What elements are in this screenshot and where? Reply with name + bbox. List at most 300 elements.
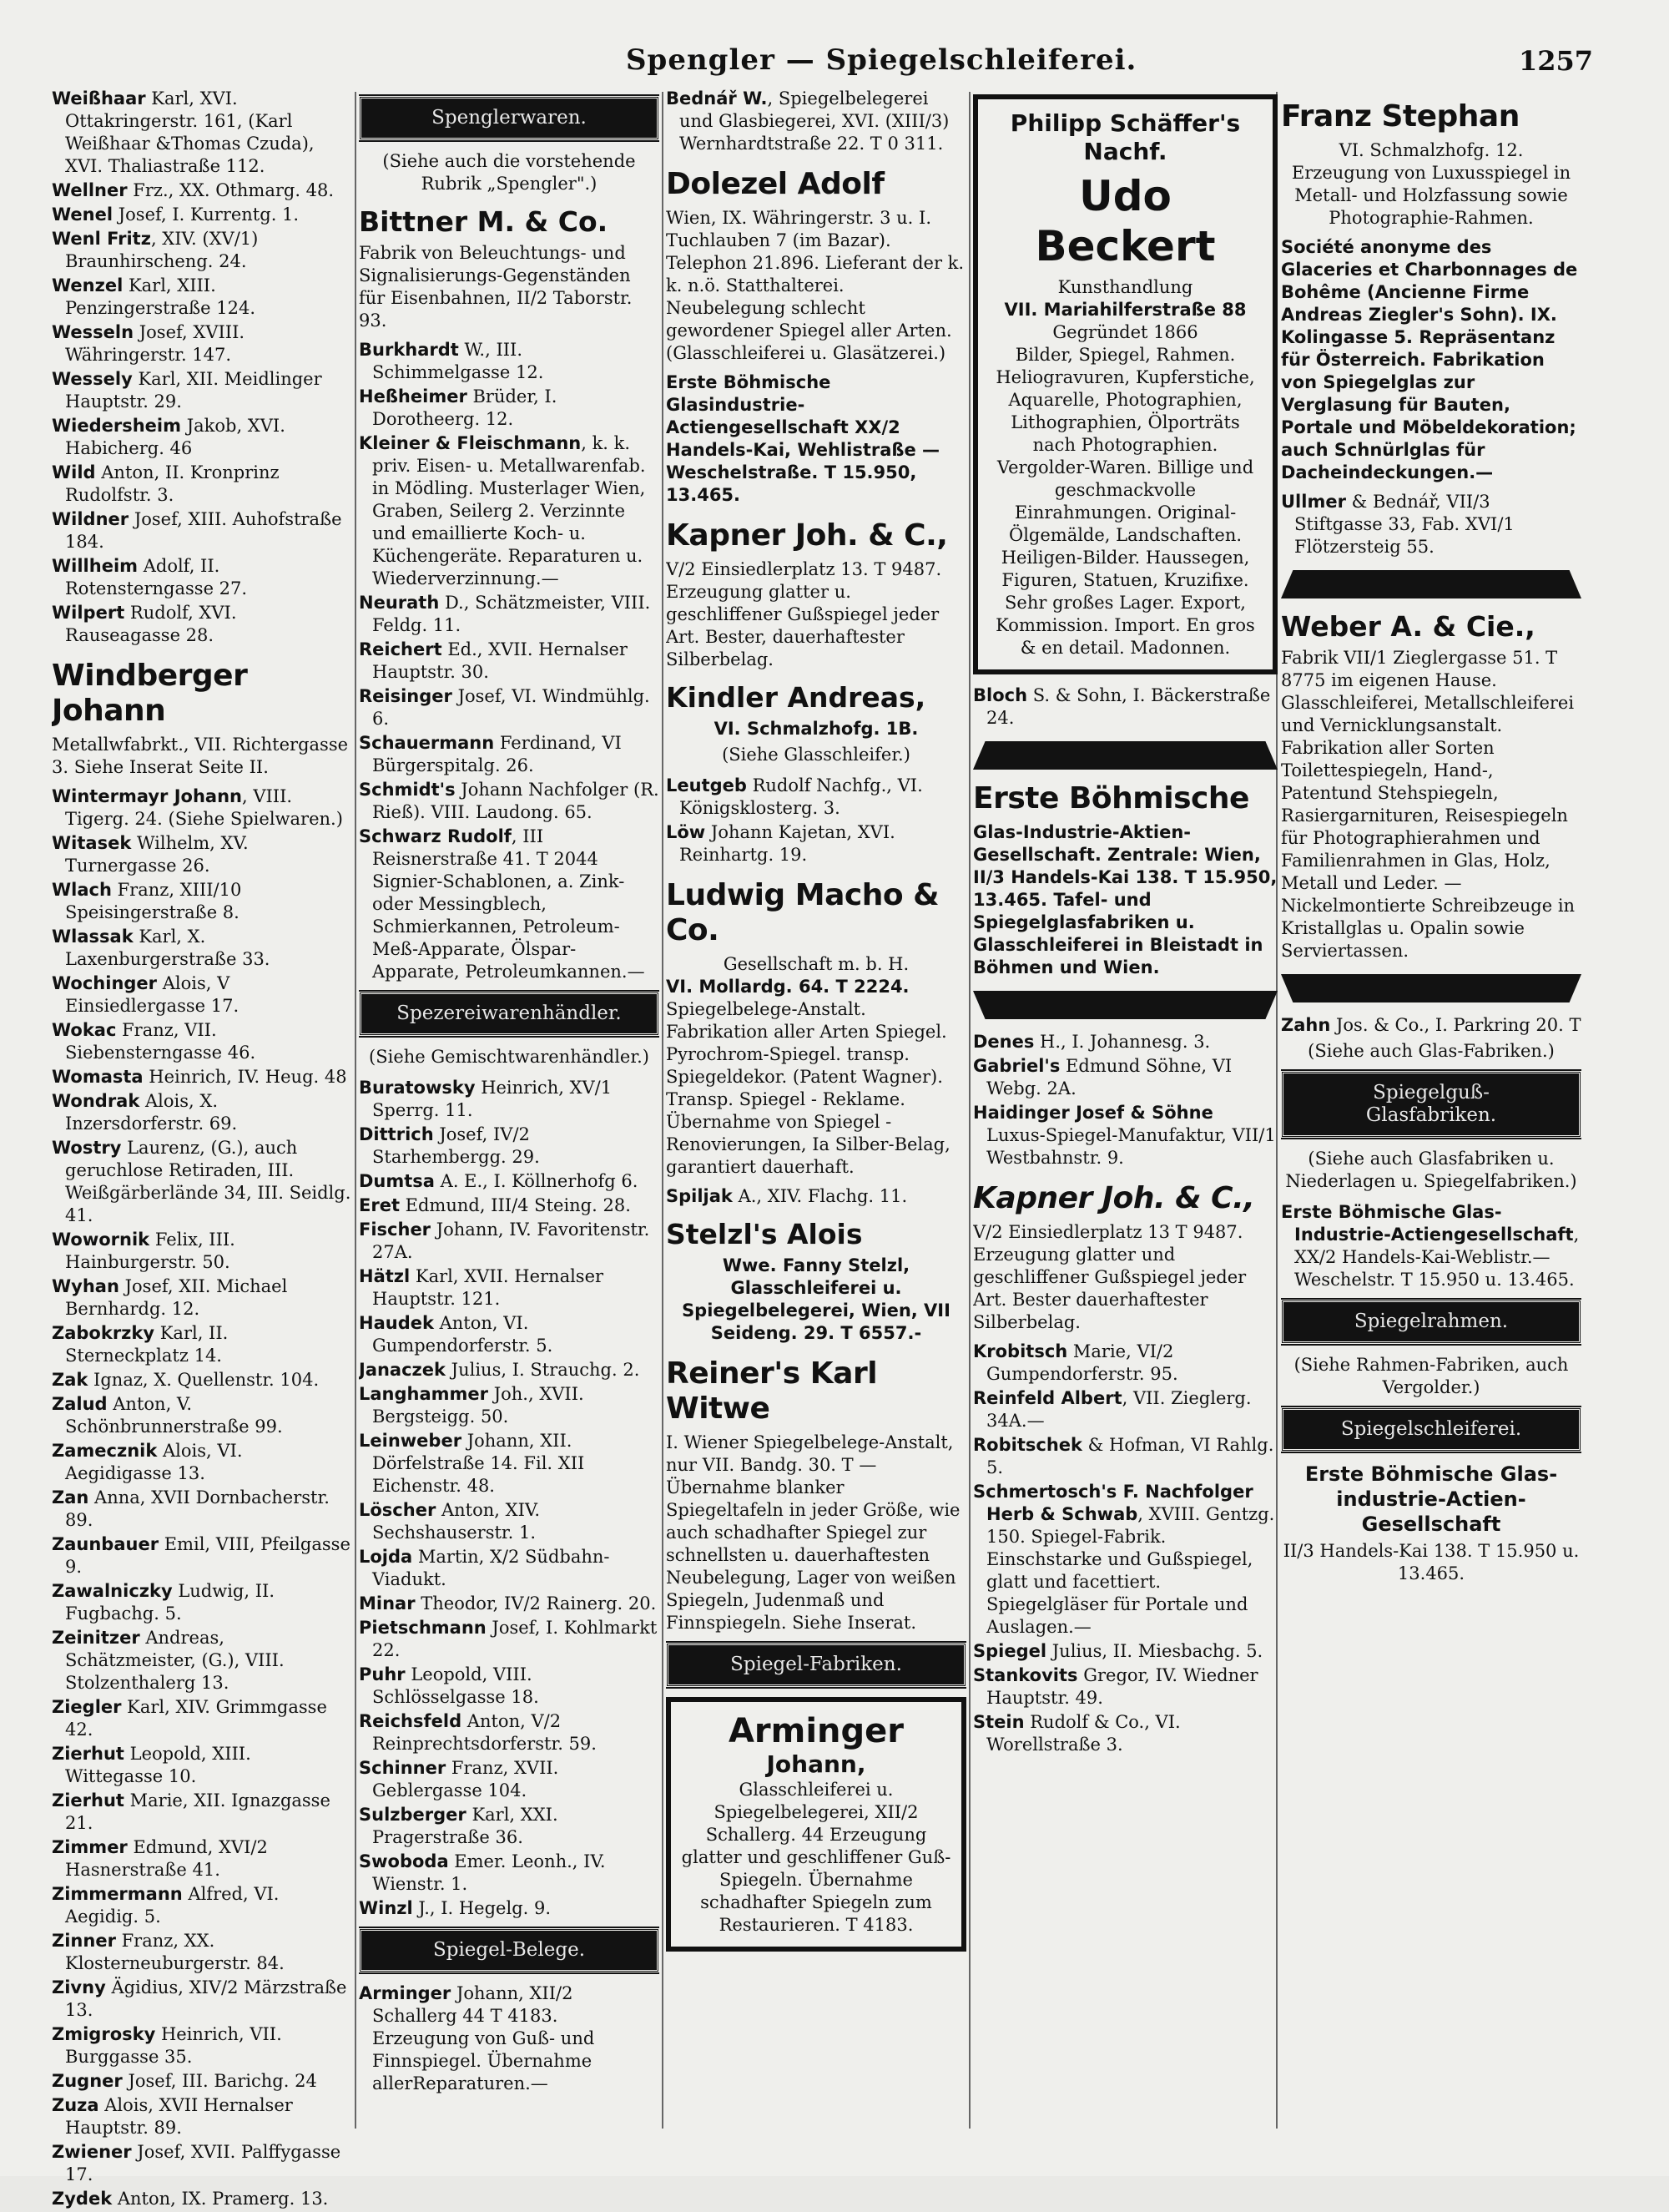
beckert-address: VII. Mariahilferstraße 88 <box>1004 300 1247 320</box>
entry-name: Zierhut <box>52 1790 124 1811</box>
list-item <box>52 1533 352 1578</box>
list-item <box>359 1804 659 1849</box>
entry-list <box>359 1077 659 1920</box>
list-item <box>359 1499 659 1544</box>
macho-ad-text: Spiegelbelege-Anstalt. Fabrikation aller Arten Spiegel. Pyrochrom-Spiegel. transp. Spiegeldekor. (Patent Wagner). Transp. Spiegel - Reklame. Übernahme von Spiegel - Renovierungen, Ia Silber-Belag, garantiert dauerhaft. <box>666 999 950 1177</box>
entry-name: Weißhaar <box>52 88 146 109</box>
list-item <box>666 775 966 820</box>
entry-text: Marie, VI/2 Gumpendorferstr. 95. <box>986 1341 1178 1384</box>
entry-name: Wlassak <box>52 927 134 947</box>
list-item <box>52 2141 352 2186</box>
entry-name: Reichert <box>359 639 442 659</box>
entry-text: Karl, X. Laxenburgerstraße 33. <box>65 927 270 969</box>
entry-name: Sulzberger <box>359 1805 466 1825</box>
entry-name: Wowornik <box>52 1230 150 1250</box>
entry-name: Erste Böhmische Glas-Industrie-Actiengesellschaft <box>1281 1202 1574 1245</box>
entry-name: Zalud <box>52 1394 108 1414</box>
entry-name: Schwarz Rudolf <box>359 826 512 846</box>
beckert-founded: Gegründet 1866 <box>1052 322 1198 342</box>
entry-text: & Hofman, VI Rahlg. 5. <box>986 1435 1274 1477</box>
arminger-text: Glasschleiferei u. Spiegelbelegerei, XII/2 Schallerg. 44 Erzeugung glatter und geschliffener Guß-Spiegeln. Übernahme schadhafter Spiegeln zum Restaurieren. T 4183. <box>681 1780 951 1935</box>
kindler-ad-address: VI. Schmalzhofg. 1B. <box>713 719 919 739</box>
entry-name: Zamecznik <box>52 1441 158 1461</box>
entry-text: , III Reisnerstraße 41. T 2044 Signier-Schablonen, a. Zink- oder Messingblech, Schmierkannen, Petroleum-Meß-Apparate, Ölspar-Apparate, Petroleumkannen.— <box>372 826 645 982</box>
list-item <box>359 779 659 824</box>
list-item <box>52 1369 352 1391</box>
entry-text: Emil, VIII, Pfeilgasse 9. <box>65 1534 350 1577</box>
entry-name: Wintermayr Johann <box>52 786 242 806</box>
glaceries-ad-text: Société anonyme des Glaceries et Charbonnages de Bohême (Ancienne Firme Andreas Ziegler's Sohn). IX. Kolingasse 5. Repräsentanz für Österreich. Fabrikation von Spiegelglas zur Verglasung für Bauten, Portale und Möbeldekoration; auch Schnürlglas für Dacheindeckungen.— <box>1281 237 1578 482</box>
entry-text: Emer. Leonh., IV. Wienstr. 1. <box>372 1851 606 1894</box>
boehmische-ad-text: Glas-Industrie-Aktien-Gesellschaft. Zentrale: Wien, II/3 Handels-Kai 138. T 15.950, 13.465. Tafel- und Spiegelglasfabriken u. Glasschleiferei in Bleistadt in Böhmen und Wien. <box>973 822 1278 977</box>
list-item <box>359 1593 659 1615</box>
list-item <box>52 179 352 202</box>
entry-text: Ägidius, XIV/2 Märzstraße 13. <box>65 1977 347 2020</box>
section-banner-spiegel-belege: Spiegel-Belege. <box>359 1928 659 1972</box>
entry-text: Karl, XII. Meidlinger Hauptstr. 29. <box>65 369 322 412</box>
entry-text: Ed., XVII. Hernalser Hauptstr. 30. <box>372 639 628 682</box>
list-item <box>359 1077 659 1122</box>
entry-text: Rudolf Nachfg., VI. Königsklosterg. 3. <box>679 775 923 818</box>
entry-name: Zimmer <box>52 1837 128 1857</box>
entry-name: Zan <box>52 1487 89 1507</box>
section-note: (Siehe auch Glas-Fabriken.) <box>1308 1041 1555 1061</box>
list-item <box>973 1481 1278 1639</box>
stelzl-ad-text: Wwe. Fanny Stelzl, Glasschleiferei u. Spiegelbelegerei, Wien, VII Seideng. 29. T 6557.- <box>682 1255 950 1343</box>
entry-text: Franz, XIII/10 Speisingerstraße 8. <box>65 880 242 922</box>
list-item <box>359 1219 659 1264</box>
list-item <box>52 555 352 600</box>
stelzl-ad-name: Stelzl's Alois <box>666 1218 863 1250</box>
entry-text: , XX/2 Handels-Kai-Weblistr.—Weschelstr. T 15.950 u. 13.465. <box>1294 1225 1580 1290</box>
list-item <box>52 926 352 971</box>
bittner-ad-text: Fabrik von Beleuchtungs- und Signalisierungs-Gegenständen für Eisenbahnen, II/2 Taborstr. 93. <box>359 243 633 331</box>
boehmische-last-name: Erste Böhmische Glas-industrie-Actien-Gesellschaft <box>1304 1462 1558 1536</box>
list-item <box>52 1836 352 1881</box>
entry-text: , VII. Zieglerg. 34A.— <box>986 1388 1252 1431</box>
list-item <box>359 432 659 590</box>
entry-text: Karl, II. Sterneckplatz 14. <box>65 1323 229 1366</box>
entry-text: Joh., XVII. Bergsteigg. 50. <box>372 1384 584 1427</box>
list-item <box>359 1897 659 1920</box>
entry-name: Zierhut <box>52 1744 124 1764</box>
list-item <box>973 1640 1278 1663</box>
entry-text: Laurenz, (G.), auch geruchlose Retiraden, III. Weißgärberlände 34, III. Seidlg. 41. <box>65 1138 351 1225</box>
entry-name: Wilpert <box>52 603 125 623</box>
list-item <box>52 1322 352 1367</box>
entry-name: Dittrich <box>359 1124 434 1144</box>
list-item <box>52 2188 352 2210</box>
entry-text: Marie, XII. Ignazgasse 21. <box>65 1790 330 1833</box>
entry-name: Zimmermann <box>52 1884 183 1904</box>
entry-text: Franz, XX. Klosterneuburgerstr. 84. <box>65 1931 285 1973</box>
entry-text: Luxus-Spiegel-Manufaktur, VII/1 Westbahnstr. 9. <box>986 1125 1276 1168</box>
windberger-ad-text: Metallwfabrkt., VII. Richtergasse 3. Siehe Inserat Seite II. <box>52 735 349 777</box>
list-item <box>359 1710 659 1755</box>
entry-name: Krobitsch <box>973 1341 1068 1361</box>
entry-text: Alois, V Einsiedlergasse 17. <box>65 973 240 1016</box>
entry-name: Wildner <box>52 509 129 529</box>
entry-text: Josef, I. Kohlmarkt 22. <box>372 1618 658 1660</box>
list-item <box>973 1102 1278 1169</box>
entry-name: Lojda <box>359 1547 413 1567</box>
list-item <box>52 228 352 273</box>
entry-name: Burkhardt <box>359 340 459 360</box>
list-item <box>666 821 966 866</box>
entry-text: Brüder, I. Dorotheerg. 12. <box>372 386 557 429</box>
entry-text: Gregor, IV. Wiedner Hauptstr. 49. <box>986 1665 1258 1708</box>
entry-text: A., XIV. Flachg. 11. <box>732 1186 908 1206</box>
entry-name: Wellner <box>52 180 128 200</box>
windberger-ad-name: Windberger Johann <box>52 659 248 728</box>
entry-text: A. E., I. Köllnerhofg 6. <box>434 1171 638 1191</box>
entry-text: Josef, III. Barichg. 24 <box>122 2071 317 2091</box>
entry-name: Wiedersheim <box>52 416 182 436</box>
entry-text: Edmund, XVI/2 Hasnerstraße 41. <box>65 1837 268 1880</box>
entry-name: Stein <box>973 1712 1025 1732</box>
list-item <box>52 508 352 553</box>
entry-name: Kleiner & Fleischmann <box>359 433 582 453</box>
page-number: 1257 <box>1519 45 1594 77</box>
kapner-ad-text: V/2 Einsiedlerplatz 13. T 9487. Erzeugung glatter u. geschliffener Gußspiegel jeder Art. Bester, dauerhaftester Silberbelag. <box>666 559 942 669</box>
list-item <box>52 321 352 366</box>
entry-text: Rudolf & Co., VI. Worellstraße 3. <box>986 1712 1181 1755</box>
entry-name: Zawalniczky <box>52 1581 173 1601</box>
list-item <box>359 1851 659 1896</box>
entry-text: Josef, XIII. Auhofstraße 184. <box>65 509 342 552</box>
entry-name: Hätzl <box>359 1266 411 1286</box>
page-header <box>0 40 1669 90</box>
entry-text: Josef, XVII. Palffygasse 17. <box>65 2142 341 2184</box>
entry-text: , XIV. (XV/1) Braunhirscheng. 24. <box>65 229 259 271</box>
entry-name: Wessely <box>52 369 133 389</box>
entry-text: H., I. Johannesg. 3. <box>1034 1032 1211 1052</box>
entry-name: Wesseln <box>52 322 134 342</box>
entry-name: Zmigrosky <box>52 2024 156 2044</box>
entry-name: Zydek <box>52 2189 113 2209</box>
list-item <box>359 1124 659 1169</box>
entry-name: Zak <box>52 1370 88 1390</box>
entry-text: Johann Kajetan, XVI. Reinhartg. 19. <box>679 822 895 865</box>
list-item <box>52 1393 352 1438</box>
entry-text: Ignaz, X. Quellenstr. 104. <box>88 1370 320 1390</box>
entry-text: Andreas, Schätzmeister, (G.), VIII. Stolzenthalerg 13. <box>65 1628 285 1693</box>
entry-name: Swoboda <box>359 1851 449 1871</box>
dolezel-ad-text: Wien, IX. Währingerstr. 3 u. I. Tuchlauben 7 (im Bazar). Telephon 21.896. Lieferant der k. k. n.ö. Statthalterei. Neubelegung schlecht gewordener Spiegel aller Arten. (Glasschleiferei u. Glasätzerei.) <box>666 208 965 363</box>
entry-name: Bednář W. <box>666 88 768 109</box>
entry-name: Pietschmann <box>359 1618 487 1638</box>
column-2 <box>359 88 659 2097</box>
entry-name: Stankovits <box>973 1665 1078 1685</box>
entry-text: Edmund, III/4 Steing. 28. <box>399 1195 631 1215</box>
entry-text: Johann, XII. Dörfelstraße 14. Fil. XII Eichenstr. 48. <box>372 1431 585 1496</box>
entry-text: Josef, XII. Michael Bernhardg. 12. <box>65 1276 288 1319</box>
entry-text: Ferdinand, VI Bürgerspitalg. 26. <box>372 733 622 775</box>
entry-name: Wochinger <box>52 973 158 993</box>
list-item <box>52 1019 352 1064</box>
entry-list <box>973 1031 1278 1169</box>
entry-text: Anton, II. Kronprinz Rudolfstr. 3. <box>65 462 280 505</box>
entry-name: Witasek <box>52 833 132 853</box>
list-item <box>973 1341 1278 1386</box>
list-item <box>359 1982 659 2095</box>
list-item <box>359 732 659 777</box>
entry-text: Anton, VI. Gumpendorferstr. 5. <box>372 1313 553 1356</box>
list-item <box>52 2023 352 2068</box>
entry-text: D., Schätzmeister, VIII. Feldg. 11. <box>372 593 651 635</box>
entry-name: Zahn <box>1281 1015 1331 1035</box>
arminger-box-ad <box>666 1697 966 1952</box>
list-item <box>359 1664 659 1709</box>
list-item <box>52 1743 352 1788</box>
entry-name: Haidinger Josef & Söhne <box>973 1103 1213 1123</box>
entry-name: Reisinger <box>359 686 452 706</box>
entry-text: Frz., XX. Othmarg. 48. <box>127 180 335 200</box>
beckert-sub: Kunsthandlung <box>1057 277 1193 297</box>
entry-text: Josef, XVIII. Währingerstr. 147. <box>65 322 245 365</box>
decorative-bar <box>1281 974 1581 1002</box>
entry-name: Eret <box>359 1195 400 1215</box>
decorative-bar <box>973 741 1278 770</box>
entry-text: , VIII. Tigerg. 24. (Siehe Spielwaren.) <box>65 786 343 829</box>
list-item <box>359 1617 659 1662</box>
entry-name: Zinner <box>52 1931 116 1951</box>
section-note: (Siehe auch Glasfabriken u. Niederlagen u. Spiegelfabriken.) <box>1285 1149 1577 1191</box>
list-item <box>359 339 659 384</box>
list-item <box>359 1265 659 1311</box>
entry-text: Jakob, XVI. Habicherg. 46 <box>65 416 285 458</box>
list-item <box>359 685 659 730</box>
list-item <box>52 1883 352 1928</box>
entry-text: , Spiegelbelegerei und Glasbiegerei, XVI. (XIII/3) Wernhardtstraße 22. T 0 311. <box>679 88 950 154</box>
list-item <box>359 826 659 983</box>
list-item <box>52 2070 352 2093</box>
decorative-bar <box>1281 570 1581 598</box>
entry-name: Zeinitzer <box>52 1628 140 1648</box>
entry-text: Josef, VI. Windmühlg. 6. <box>372 686 650 729</box>
banner-line: Spiegelguß- <box>1373 1082 1490 1103</box>
list-item <box>52 88 352 178</box>
dolezel-ad-name: Dolezel Adolf <box>666 167 885 201</box>
entry-text: Leopold, XIII. Wittegasse 10. <box>65 1744 251 1786</box>
stephan-ad-name: Franz Stephan <box>1281 99 1520 134</box>
entry-name: Schauermann <box>359 733 495 753</box>
entry-list <box>52 88 352 647</box>
stephan-ad-text: Erzeugung von Luxusspiegel in Metall- und Holzfassung sowie Photographie-Rahmen. <box>1291 163 1571 228</box>
entry-text: Josef, IV/2 Starhembergg. 29. <box>372 1124 540 1167</box>
entry-name: Wondrak <box>52 1091 140 1111</box>
entry-text: Anton, XIV. Sechshauserstr. 1. <box>372 1500 541 1543</box>
entry-text: Franz, XVII. Geblergasse 104. <box>372 1758 559 1800</box>
column-1 <box>52 88 352 2212</box>
column-3 <box>666 88 966 1962</box>
arminger-name: Arminger <box>728 1712 905 1750</box>
section-banner-spiegelschleiferei: Spiegelschleiferei. <box>1281 1407 1581 1452</box>
entry-name: Löw <box>666 822 706 842</box>
entry-text: Julius, I. Strauchg. 2. <box>446 1360 640 1380</box>
beckert-text: Bilder, Spiegel, Rahmen. Heliogravuren, Kupferstiche, Aquarelle, Photographien, Lithographien, Ölporträts nach Photographien. Vergolder-Waren. Billige und geschmackvolle Einrahmungen. Original-Ölgemälde, Landschaften. Heiligen-Bilder. Haussegen, Figuren, Statuen, Kruzifixe. Sehr großes Lager. Export, Kommission. Import. En gros & en detail. Madonnen. <box>996 345 1255 658</box>
list-item <box>666 1185 966 1208</box>
entry-text: Johann, IV. Favoritenstr. 27A. <box>372 1220 650 1262</box>
entry-name: Neurath <box>359 593 440 613</box>
entry-text: & Bednář, VII/3 Stiftgasse 33, Fab. XVI/1 Flötzersteig 55. <box>1294 492 1515 557</box>
page-title: Spengler — Spiegelschleiferei. <box>626 43 1137 77</box>
entry-text: Jos. & Co., I. Parkring 20. T <box>1330 1015 1581 1035</box>
section-banner-spezereiwaren: Spezereiwarenhändler. <box>359 992 659 1036</box>
entry-text: Heinrich, IV. Heug. 48 <box>143 1067 347 1087</box>
bittner-ad-name: Bittner M. & Co. <box>359 205 608 238</box>
boehmische-ad-name: Erste Böhmische <box>973 781 1249 816</box>
list-item <box>52 1440 352 1485</box>
banner-line: Glasfabriken. <box>1365 1104 1497 1126</box>
entry-name: Bloch <box>973 685 1028 705</box>
list-item <box>1281 1014 1581 1037</box>
boehmische-last-text: II/3 Handels-Kai 138. T 15.950 u. 13.465. <box>1283 1541 1580 1583</box>
entry-name: Zuza <box>52 2095 99 2115</box>
entry-text: Franz, VII. Siebensterngasse 46. <box>65 1020 256 1063</box>
list-item <box>359 1757 659 1802</box>
entry-name: Schinner <box>359 1758 446 1778</box>
entry-name: Puhr <box>359 1664 406 1684</box>
entry-text: Alois, VI. Aegidigasse 13. <box>65 1441 243 1483</box>
entry-name: Heßheimer <box>359 386 467 407</box>
entry-text: Edmund Söhne, VI Webg. 2A. <box>986 1056 1233 1098</box>
arminger-firstname: Johann, <box>766 1750 866 1778</box>
entry-text: Johann, XII/2 Schallerg 44 T 4183. Erzeugung von Guß- und Finnspiegel. Übernahme allerReparaturen.— <box>372 1983 595 2093</box>
list-item <box>973 1387 1278 1432</box>
list-item <box>359 1359 659 1381</box>
list-item <box>52 1977 352 2022</box>
section-banner-spiegelguss <box>1281 1071 1581 1138</box>
list-item <box>52 415 352 460</box>
beckert-firm: Philipp Schäffer's Nachf. <box>1010 109 1241 165</box>
entry-name: Willheim <box>52 556 139 576</box>
entry-list <box>666 775 966 866</box>
entry-text: Anton, V. Schönbrunnerstraße 99. <box>65 1394 283 1437</box>
list-item <box>359 1383 659 1428</box>
entry-text: W., III. Schimmelgasse 12. <box>372 340 544 382</box>
macho-ad-name: Ludwig Macho & Co. <box>666 878 939 947</box>
entry-name: Reichsfeld <box>359 1711 462 1731</box>
list-item <box>52 1137 352 1227</box>
section-banner-spiegelrahmen: Spiegelrahmen. <box>1281 1300 1581 1344</box>
entry-name: Denes <box>973 1032 1035 1052</box>
entry-name: Wyhan <box>52 1276 119 1296</box>
entry-text: Karl, XXI. Pragerstraße 36. <box>372 1805 558 1847</box>
entry-name: Wenl Fritz <box>52 229 151 249</box>
entry-name: Schmidt's <box>359 780 456 800</box>
entry-name: Womasta <box>52 1067 144 1087</box>
list-item <box>52 204 352 226</box>
list-item <box>52 832 352 877</box>
entry-name: Dumtsa <box>359 1171 435 1191</box>
entry-text: Heinrich, VII. Burggasse 35. <box>65 2024 282 2067</box>
column-divider <box>662 92 663 2129</box>
entry-name: Wokac <box>52 1020 117 1040</box>
list-item <box>52 368 352 413</box>
entry-name: Robitschek <box>973 1435 1082 1455</box>
list-item <box>52 1229 352 1274</box>
entry-name: Zabokrzky <box>52 1323 155 1343</box>
entry-text: Theodor, IV/2 Rainerg. 20. <box>415 1593 657 1614</box>
entry-text: Josef, I. Kurrentg. 1. <box>113 205 300 225</box>
weber-ad-text: Fabrik VII/1 Zieglergasse 51. T 8775 im eigenen Hause. Glasschleiferei, Metallschleiferei und Vernicklungsanstalt. Fabrikation aller Sorten Toilettespiegeln, Hand-, Patentund Stehspiegeln, Rasiergarnituren, Reisespiegeln für Photographierahmen und Familienrahmen in Glas, Holz, Metall und Leder. — Nickelmontierte Schreibzeuge in Kristallglas u. Opalin sowie Serviertassen. <box>1281 648 1576 961</box>
list-item <box>1281 491 1581 558</box>
entry-text: Anton, V/2 Reinprechtsdorferstr. 59. <box>372 1711 597 1754</box>
entry-text: Alfred, VI. Aegidig. 5. <box>65 1884 280 1927</box>
section-note: (Siehe auch die vorstehende Rubrik „Spengler".) <box>382 151 636 194</box>
list-item <box>973 1664 1278 1710</box>
column-4 <box>973 88 1278 1758</box>
entry-text: Heinrich, XV/1 Sperrg. 11. <box>372 1078 613 1120</box>
list-item <box>1281 1201 1581 1291</box>
macho-ad-sub: Gesellschaft m. b. H. <box>723 954 910 974</box>
list-item <box>52 1275 352 1321</box>
list-item <box>359 1312 659 1357</box>
entry-text: , XVIII. Gentzg. 150. Spiegel-Fabrik. Einschstarke und Gußspiegel, glatt und facettiert. Spiegelgläser für Portale und Auslagen.— <box>986 1504 1275 1637</box>
section-note: (Siehe Gemischtwarenhändler.) <box>369 1047 649 1067</box>
list-item <box>52 1066 352 1088</box>
decorative-bar <box>973 991 1278 1019</box>
stephan-ad-address: VI. Schmalzhofg. 12. <box>1339 140 1524 160</box>
kindler-ad-note: (Siehe Glasschleifer.) <box>722 745 910 765</box>
kapner-ad-name: Kapner Joh. & C., <box>666 518 948 553</box>
list-item <box>359 1546 659 1591</box>
entry-name: Gabriel's <box>973 1056 1061 1076</box>
entry-list <box>52 785 352 2210</box>
entry-name: Haudek <box>359 1313 434 1333</box>
list-item <box>973 1055 1278 1100</box>
entry-text: Karl, XIV. Grimmgasse 42. <box>65 1697 327 1740</box>
entry-text: Julius, II. Miesbachg. 5. <box>1046 1641 1263 1661</box>
entry-text: , k. k. priv. Eisen- u. Metallwarenfab. in Mödling. Musterlager Wien, Graben, Seilerg 2. Verzinnte und emaillierte Koch- u. Küchengeräte. Reparaturen u. Wiederverzinnung.— <box>372 433 646 588</box>
list-item <box>359 592 659 637</box>
entry-text: Johann Nachfolger (R. Rieß). VIII. Laudong. 65. <box>372 780 659 822</box>
entry-name: Wlach <box>52 880 112 900</box>
entry-text: Wilhelm, XV. Turnergasse 26. <box>65 833 249 876</box>
entry-name: Arminger <box>359 1983 451 2003</box>
beckert-box-ad <box>973 94 1278 674</box>
entry-name: Zwiener <box>52 2142 132 2162</box>
column-divider <box>969 92 971 2129</box>
entry-name: Buratowsky <box>359 1078 476 1098</box>
entry-name: Wenzel <box>52 275 124 295</box>
list-item <box>52 972 352 1018</box>
entry-name: Spiljak <box>666 1186 733 1206</box>
list-item <box>359 386 659 431</box>
entry-name: Fischer <box>359 1220 431 1240</box>
list-item <box>52 1090 352 1135</box>
entry-text: Felix, III. Hainburgerstr. 50. <box>65 1230 235 1272</box>
entry-name: Winzl <box>359 1898 413 1918</box>
boehmische-ad-text: Erste Böhmische Glasindustrie-Actiengesellschaft XX/2 Handels-Kai, Wehlistraße — Weschelstraße. T 15.950, 13.465. <box>666 372 940 505</box>
list-item <box>52 462 352 507</box>
list-item <box>52 1580 352 1625</box>
entry-text: Leopold, VIII. Schlösselgasse 18. <box>372 1664 539 1707</box>
list-item <box>52 1487 352 1532</box>
entry-text: Alois, XVII Hernalser Hauptstr. 89. <box>65 2095 293 2138</box>
entry-text: Anton, IX. Pramerg. 13. <box>112 2189 329 2209</box>
entry-name: Wenel <box>52 205 113 225</box>
entry-name: Langhammer <box>359 1384 489 1404</box>
list-item <box>359 1170 659 1193</box>
entry-text: Ludwig, II. Fugbachg. 5. <box>65 1581 275 1624</box>
list-item <box>359 1430 659 1497</box>
entry-text: Martin, X/2 Südbahn-Viadukt. <box>372 1547 610 1589</box>
section-note: (Siehe Rahmen-Fabriken, auch Vergolder.) <box>1293 1355 1569 1397</box>
entry-name: Ullmer <box>1281 492 1346 512</box>
entry-text: Adolf, II. Rotensterngasse 27. <box>65 556 248 598</box>
